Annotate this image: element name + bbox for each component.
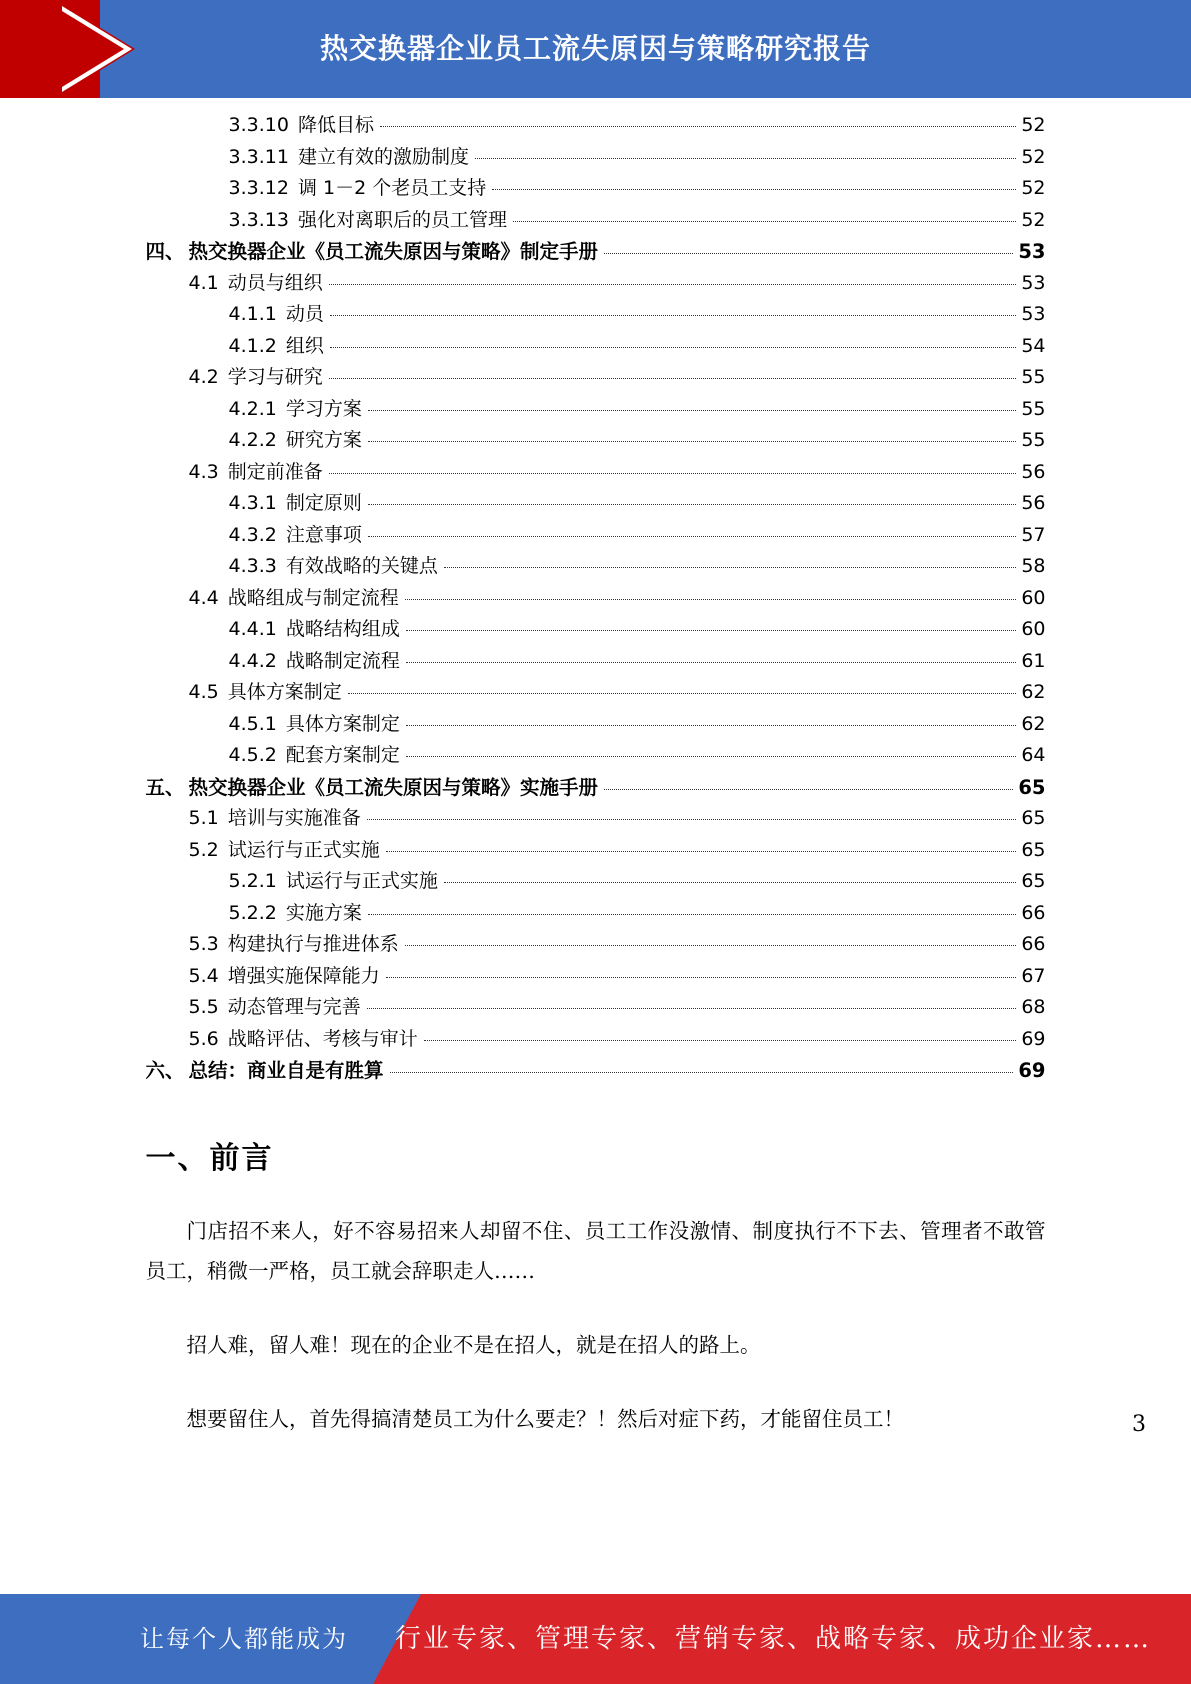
toc-entry-page: 52	[1021, 208, 1046, 231]
toc-entry-page: 56	[1021, 460, 1046, 483]
toc-entry-page: 62	[1021, 681, 1046, 703]
table-of-contents	[146, 110, 1046, 1087]
toc-entry-number: 3.3.11	[228, 145, 289, 168]
toc-entry-number: 4.5.1	[228, 712, 277, 735]
toc-entry-page: 53	[1021, 271, 1046, 294]
toc-entry[interactable]	[229, 394, 1046, 426]
toc-entry-page: 65	[1018, 775, 1046, 799]
toc-entry-page: 66	[1021, 901, 1046, 924]
toc-entry-number: 5.3	[188, 933, 219, 955]
toc-entry-label: 动员与组织	[227, 271, 323, 294]
toc-entry-leader	[329, 472, 1017, 474]
toc-entry[interactable]	[229, 866, 1046, 898]
toc-entry-leader	[475, 157, 1016, 159]
toc-entry-leader	[386, 976, 1017, 978]
toc-entry-leader	[405, 944, 1017, 946]
toc-entry-page: 61	[1021, 649, 1046, 672]
toc-entry[interactable]	[189, 1024, 1046, 1056]
page-number: 3	[1132, 1412, 1146, 1437]
toc-entry-number: 4.1.2	[228, 334, 277, 357]
toc-entry-leader	[406, 629, 1016, 631]
toc-entry[interactable]	[189, 835, 1046, 867]
toc-entry[interactable]	[146, 1055, 1046, 1087]
footer-slogan-left: 让每个人都能成为	[140, 1625, 348, 1653]
toc-entry-label: 实施方案	[285, 901, 362, 924]
toc-entry-leader	[604, 788, 1013, 790]
toc-entry-page: 65	[1021, 838, 1046, 861]
toc-entry-label: 构建执行与推进体系	[227, 933, 399, 955]
toc-entry[interactable]	[189, 961, 1046, 993]
toc-entry-leader	[406, 755, 1016, 757]
toc-entry[interactable]	[229, 142, 1046, 174]
toc-entry-label: 制定前准备	[227, 460, 323, 483]
toc-entry[interactable]	[229, 425, 1046, 457]
toc-entry-number: 4.3.2	[228, 523, 277, 546]
section-heading: 一、前言	[145, 1140, 274, 1176]
toc-entry-number: 五、	[145, 775, 185, 799]
toc-entry-leader	[406, 724, 1016, 726]
toc-entry-page: 53	[1018, 240, 1046, 263]
toc-entry-label: 注意事项	[285, 523, 362, 546]
toc-entry-number: 4.5	[188, 681, 219, 703]
toc-entry[interactable]	[229, 520, 1046, 552]
toc-entry[interactable]	[229, 740, 1046, 772]
toc-entry-label: 具体方案制定	[227, 681, 342, 703]
toc-entry-page: 55	[1021, 429, 1046, 451]
section-body	[146, 1211, 1046, 1439]
toc-entry-label: 制定原则	[285, 492, 362, 514]
toc-entry-number: 4.1.1	[228, 303, 277, 325]
toc-entry[interactable]	[229, 551, 1046, 583]
toc-entry-label: 战略制定流程	[285, 649, 400, 672]
toc-entry-leader	[330, 314, 1016, 316]
toc-entry[interactable]	[189, 803, 1046, 835]
toc-entry-leader	[368, 535, 1016, 537]
toc-entry-page: 56	[1021, 492, 1046, 514]
toc-entry[interactable]	[229, 614, 1046, 646]
toc-entry-leader	[386, 850, 1017, 852]
toc-entry-page: 52	[1021, 145, 1046, 168]
toc-entry[interactable]	[229, 898, 1046, 930]
toc-entry-number: 4.3	[188, 460, 219, 483]
toc-entry-leader	[368, 503, 1016, 505]
toc-entry-label: 战略组成与制定流程	[227, 586, 399, 609]
toc-entry-number: 3.3.12	[228, 177, 289, 199]
toc-entry[interactable]	[189, 583, 1046, 615]
toc-entry-page: 60	[1021, 618, 1046, 640]
toc-entry-leader	[368, 440, 1016, 442]
toc-entry[interactable]	[146, 236, 1046, 268]
toc-entry[interactable]	[189, 992, 1046, 1024]
paragraph: 门店招不来人，好不容易招来人却留不住、员工工作没激情、制度执行不下去、管理者不敢管员工，稍微一严格，员工就会辞职走人……	[145, 1218, 1046, 1283]
toc-entry-label: 战略结构组成	[285, 618, 400, 640]
toc-entry-page: 57	[1021, 523, 1046, 546]
toc-entry-label: 学习方案	[285, 397, 362, 420]
toc-entry-number: 4.4.2	[228, 649, 277, 672]
toc-entry-number: 4.4	[188, 586, 219, 609]
toc-entry-leader	[348, 692, 1017, 694]
toc-entry-label: 强化对离职后的员工管理	[297, 208, 507, 231]
toc-entry-leader	[405, 598, 1017, 600]
toc-entry[interactable]	[146, 772, 1046, 804]
toc-entry-number: 四、	[145, 240, 185, 263]
toc-entry-page: 69	[1018, 1059, 1046, 1082]
toc-entry-label: 具体方案制定	[285, 712, 400, 735]
toc-entry-leader	[424, 1039, 1017, 1041]
toc-entry-number: 5.5	[188, 996, 219, 1018]
page-content	[0, 110, 1191, 1439]
toc-entry-page: 65	[1021, 870, 1046, 892]
page-header	[0, 0, 1191, 98]
toc-entry-page: 69	[1021, 1027, 1046, 1050]
toc-entry[interactable]	[229, 299, 1046, 331]
toc-entry-number: 4.3.1	[228, 492, 277, 514]
toc-entry[interactable]	[229, 646, 1046, 678]
toc-entry-number: 5.1	[188, 807, 219, 829]
toc-entry-number: 六、	[145, 1059, 185, 1082]
toc-entry-page: 53	[1021, 303, 1046, 325]
toc-entry-number: 3.3.10	[228, 114, 289, 136]
toc-entry-label: 培训与实施准备	[227, 807, 361, 829]
toc-entry-leader	[406, 661, 1016, 663]
toc-entry-label: 配套方案制定	[285, 744, 400, 766]
toc-entry-label: 试运行与正式实施	[227, 838, 380, 861]
toc-entry-number: 5.6	[188, 1027, 219, 1050]
toc-entry-label: 热交换器企业《员工流失原因与策略》实施手册	[188, 775, 599, 799]
toc-entry[interactable]	[229, 110, 1046, 142]
toc-entry-label: 调 1－2 个老员工支持	[297, 177, 487, 199]
toc-entry-leader	[368, 913, 1016, 915]
paragraph: 招人难，留人难！现在的企业不是在招人，就是在招人的路上。	[186, 1332, 761, 1357]
page-footer	[0, 1594, 1191, 1684]
toc-entry-page: 68	[1021, 996, 1046, 1018]
toc-entry-label: 降低目标	[297, 114, 374, 136]
toc-entry-number: 4.5.2	[228, 744, 277, 766]
paragraph: 想要留住人，首先得搞清楚员工为什么要走？！然后对症下药，才能留住员工！	[186, 1406, 904, 1431]
toc-entry-number: 4.4.1	[228, 618, 277, 640]
toc-entry-leader	[368, 409, 1016, 411]
toc-entry-page: 55	[1021, 366, 1046, 388]
toc-entry-number: 5.2.1	[228, 870, 277, 892]
toc-entry-number: 5.4	[188, 964, 219, 987]
toc-entry-number: 5.2.2	[228, 901, 277, 924]
toc-entry-label: 热交换器企业《员工流失原因与策略》制定手册	[188, 240, 599, 263]
toc-entry-number: 4.2.1	[228, 397, 277, 420]
toc-entry-label: 试运行与正式实施	[285, 870, 438, 892]
document-title: 热交换器企业员工流失原因与策略研究报告	[319, 32, 871, 65]
toc-entry-page: 67	[1021, 964, 1046, 987]
toc-entry-page: 64	[1021, 744, 1046, 766]
toc-entry-page: 52	[1021, 114, 1046, 136]
toc-entry[interactable]	[189, 457, 1046, 489]
toc-entry-leader	[444, 881, 1016, 883]
toc-entry-leader	[380, 125, 1016, 127]
toc-entry-leader	[367, 818, 1017, 820]
toc-entry-page: 58	[1021, 555, 1046, 577]
toc-entry-leader	[329, 283, 1017, 285]
toc-entry[interactable]	[229, 331, 1046, 363]
toc-entry-number: 4.2	[188, 366, 219, 388]
toc-entry[interactable]	[189, 362, 1046, 394]
toc-entry[interactable]	[189, 677, 1046, 709]
toc-entry-label: 动员	[285, 303, 324, 325]
toc-entry[interactable]	[189, 268, 1046, 300]
toc-entry-number: 4.2.2	[228, 429, 277, 451]
toc-entry-page: 54	[1021, 334, 1046, 357]
toc-entry-label: 战略评估、考核与审计	[227, 1027, 418, 1050]
toc-entry-leader	[444, 566, 1016, 568]
toc-entry-page: 60	[1021, 586, 1046, 609]
toc-entry[interactable]	[189, 929, 1046, 961]
toc-entry-page: 65	[1021, 807, 1046, 829]
toc-entry-label: 组织	[285, 334, 324, 357]
toc-entry[interactable]	[229, 709, 1046, 741]
toc-entry-leader	[367, 1007, 1017, 1009]
toc-entry[interactable]	[229, 488, 1046, 520]
toc-entry-label: 总结：商业自是有胜算	[188, 1059, 384, 1082]
toc-entry-label: 学习与研究	[227, 366, 323, 388]
toc-entry-label: 增强实施保障能力	[227, 964, 380, 987]
toc-entry-leader	[329, 377, 1017, 379]
toc-entry-label: 动态管理与完善	[227, 996, 361, 1018]
toc-entry-page: 52	[1021, 177, 1046, 199]
toc-entry-leader	[390, 1071, 1014, 1073]
toc-entry-number: 5.2	[188, 838, 219, 861]
toc-entry[interactable]	[229, 173, 1046, 205]
toc-entry-page: 66	[1021, 933, 1046, 955]
toc-entry-label: 研究方案	[285, 429, 362, 451]
toc-entry-leader	[492, 188, 1016, 190]
footer-slogan-right: 行业专家、管理专家、营销专家、战略专家、成功企业家……	[395, 1624, 1152, 1654]
toc-entry-number: 3.3.13	[228, 208, 289, 231]
toc-entry-label: 有效战略的关键点	[285, 555, 438, 577]
toc-entry-leader	[604, 252, 1013, 254]
toc-entry-label: 建立有效的激励制度	[297, 145, 469, 168]
toc-entry-page: 55	[1021, 397, 1046, 420]
toc-entry[interactable]	[229, 205, 1046, 237]
toc-entry-leader	[513, 220, 1016, 222]
toc-entry-leader	[330, 346, 1016, 348]
toc-entry-page: 62	[1021, 712, 1046, 735]
toc-entry-number: 4.3.3	[228, 555, 277, 577]
toc-entry-number: 4.1	[188, 271, 219, 294]
